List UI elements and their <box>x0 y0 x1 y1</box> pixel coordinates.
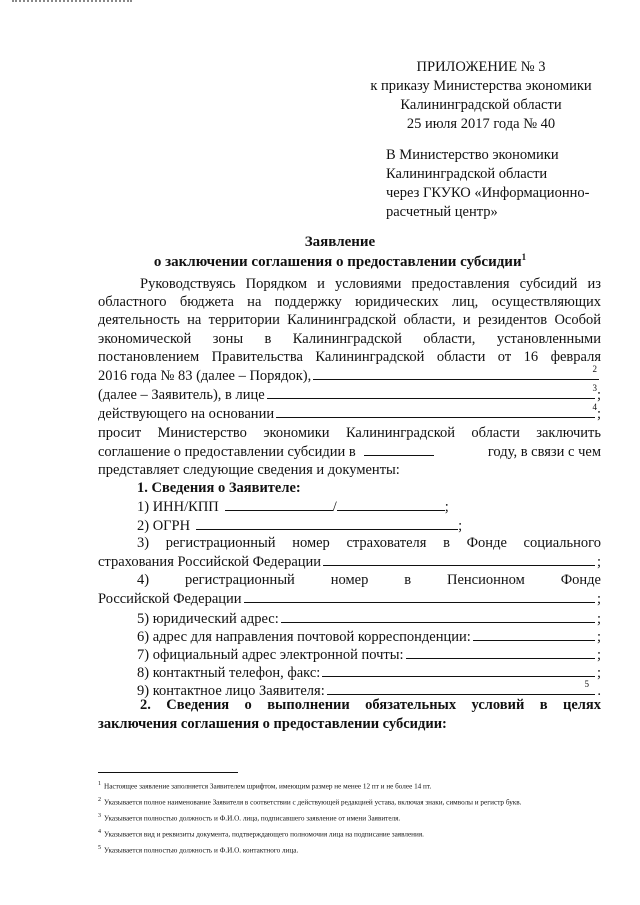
footnote-ref: 1 <box>521 252 527 262</box>
footnote-text: Указывается полностью должность и Ф.И.О. лица, подписавшего заявление от имени Заявителя. <box>104 814 401 823</box>
footnotes <box>98 778 601 857</box>
fss-label-line: 3) регистрационный номер страхователя в Фонде социального <box>137 534 601 551</box>
body-line: просит Министерство экономики Калининградской области заключить <box>98 424 601 441</box>
applicant-name-field[interactable] <box>313 366 599 380</box>
punctuation: ; <box>596 610 601 627</box>
addressee-line: расчетный центр» <box>386 204 498 220</box>
punctuation: ; <box>444 499 449 516</box>
footnote <box>98 842 601 858</box>
application-body <box>98 275 601 700</box>
footnote-number: 5 <box>98 844 101 851</box>
punctuation: ; <box>596 406 601 423</box>
body-line: экономической зоны в Калининградской области, установленными <box>98 330 601 347</box>
footnote-number: 1 <box>98 781 101 787</box>
fss-row <box>98 552 601 571</box>
addressee-block <box>386 146 608 222</box>
footnote-number: 4 <box>98 828 101 835</box>
punctuation: ; <box>596 646 601 663</box>
legal-address-field[interactable] <box>281 609 595 623</box>
footnote-ref: 3 <box>592 383 597 394</box>
footnote-text: Настоящее заявление заполняется Заявителем шрифтом, имеющим размер не менее 12 пт и не более 14 пт. <box>104 782 432 791</box>
body-line: областного бюджета на поддержку юридических лиц, осуществляющих <box>98 294 601 311</box>
document-title <box>80 232 600 272</box>
kpp-field[interactable] <box>337 497 445 511</box>
footnote-number: 3 <box>98 812 101 819</box>
ogrn-field[interactable] <box>196 516 458 530</box>
field-label: 9) контактное лицо Заявителя: <box>137 683 325 700</box>
postal-address-field[interactable] <box>473 627 595 641</box>
footnote <box>98 794 601 810</box>
body-line: деятельность на территории Калининградской области, и резидентов Особой <box>98 312 601 329</box>
footnote-ref: 5 <box>584 679 589 690</box>
postal-address-row <box>137 627 601 645</box>
phone-row <box>137 663 601 681</box>
footnote-text: Указывается вид и реквизиты документа, подтверждающего полномочия лица на подписание заявления. <box>104 830 424 839</box>
separator: / <box>332 499 337 516</box>
applicant-name-row <box>98 366 601 385</box>
footnote-text: Указывается полностью должность и Ф.И.О. контактного лица. <box>104 845 299 854</box>
field-label: страхования Российской Федерации <box>98 554 322 570</box>
body-text: году, в связи с чем <box>487 443 601 460</box>
punctuation: ; <box>596 665 601 682</box>
field-label: 6) адрес для направления почтовой корреспонденции: <box>137 628 471 645</box>
ogrn-row <box>137 516 601 534</box>
section-2-heading <box>98 696 601 734</box>
footnote-number: 2 <box>98 796 101 803</box>
field-label: 7) официальный адрес электронной почты: <box>137 646 404 663</box>
attachment-block <box>350 58 612 134</box>
representative-field[interactable] <box>267 385 595 399</box>
footnote-ref: 4 <box>592 402 597 413</box>
footnote-text: Указывается полное наименование Заявителя в соответствии с действующей редакцией устава, включая знаки, символы и регистр букв. <box>104 798 522 807</box>
year-field[interactable] <box>364 442 434 456</box>
legal-address-row <box>137 609 601 627</box>
scan-edge-mark <box>12 0 132 5</box>
representative-row <box>98 385 601 404</box>
field-label: Российской Федерации <box>98 591 242 608</box>
attachment-line: Калининградской области <box>400 97 562 113</box>
body-text: действующего на основании <box>98 406 275 423</box>
field-label: 5) юридический адрес: <box>137 610 279 627</box>
footnote <box>98 826 601 842</box>
section-1-heading: 1. Сведения о Заявителе: <box>137 480 301 497</box>
punctuation: ; <box>596 591 601 608</box>
basis-field[interactable] <box>276 404 595 418</box>
field-label: 8) контактный телефон, факс: <box>137 665 321 682</box>
title-line-2 <box>80 252 600 272</box>
addressee-line: Калининградской области <box>386 166 548 182</box>
punctuation: . <box>597 683 601 700</box>
title-line-1: Заявление <box>304 234 376 250</box>
inn-field[interactable] <box>225 497 333 511</box>
footnote-ref: 2 <box>592 364 597 375</box>
footnote <box>98 810 601 826</box>
attachment-line: 25 июля 2017 года № 40 <box>406 116 556 132</box>
punctuation: ; <box>596 387 601 404</box>
addressee-line: через ГКУКО «Информационно- <box>386 185 590 201</box>
body-text: 2016 года № 83 (далее – Порядок), <box>98 368 312 385</box>
addressee-line: В Министерство экономики <box>386 147 559 163</box>
phone-fax-field[interactable] <box>322 663 595 677</box>
attachment-line: ПРИЛОЖЕНИЕ № 3 <box>416 59 546 75</box>
inn-kpp-row <box>137 497 601 515</box>
field-label: 2) ОГРН <box>137 517 191 534</box>
body-line: постановлением Правительства Калининградской области от 16 февраля <box>98 348 601 365</box>
punctuation: ; <box>596 628 601 645</box>
year-row <box>98 442 601 461</box>
section-2-line: заключения соглашения о предоставлении субсидии: <box>98 716 447 732</box>
pfr-label-line: 4) регистрационный номер в Пенсионном Фонде <box>137 572 601 589</box>
contact-person-field[interactable] <box>327 681 596 695</box>
basis-row <box>98 404 601 423</box>
punctuation: ; <box>596 554 601 570</box>
email-field[interactable] <box>406 645 595 659</box>
title-text: о заключении соглашения о предоставлении субсидии <box>153 254 522 270</box>
body-line: представляет следующие сведения и документы: <box>98 462 400 479</box>
field-label: 1) ИНН/КПП <box>137 499 219 516</box>
attachment-line: к приказу Министерства экономики <box>370 78 592 94</box>
pfr-row <box>98 589 601 608</box>
section-1 <box>98 479 601 534</box>
footnote <box>98 778 601 794</box>
body-text: (далее – Заявитель), в лице <box>98 387 265 404</box>
footnote-divider <box>98 772 238 773</box>
punctuation: ; <box>458 517 463 534</box>
section-1-contacts <box>98 609 601 700</box>
body-text: соглашение о предоставлении субсидии в <box>98 443 356 460</box>
fss-number-field[interactable] <box>323 552 595 566</box>
email-row <box>137 645 601 663</box>
section-2-line: 2. Сведения о выполнении обязательных условий в целях <box>140 697 601 713</box>
pfr-number-field[interactable] <box>244 589 595 603</box>
body-line: Руководствуясь Порядком и условиями предоставления субсидий из <box>140 276 601 292</box>
